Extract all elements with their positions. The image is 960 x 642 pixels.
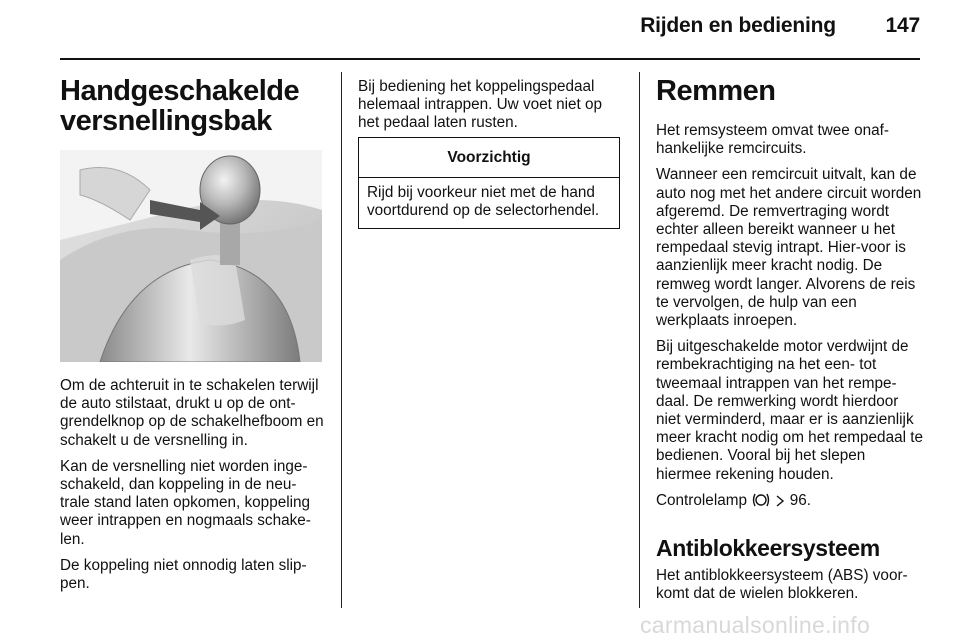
- section-heading-gearbox: [60, 76, 330, 136]
- caution-title: Voorzichtig: [359, 138, 619, 178]
- gear-shifter-photo: [60, 150, 322, 362]
- gearbox-paragraph-3: De koppeling niet onnodig laten slip-pen.: [60, 556, 307, 593]
- left-heading-block: [60, 76, 330, 136]
- middle-text-block: [358, 78, 626, 141]
- header-title: Rijden en bediening: [640, 14, 836, 37]
- column-divider-right: [639, 72, 640, 608]
- section-heading-abs: Antiblokkeersysteem: [656, 535, 880, 562]
- page-header: [0, 14, 920, 38]
- section-heading-brakes: Remmen: [656, 75, 776, 107]
- control-lamp-label: Controlelamp: [656, 491, 747, 509]
- gear-shifter-illustration: [60, 150, 322, 362]
- column-divider-left: [341, 72, 342, 608]
- watermark: carmanualsonline.info: [640, 612, 871, 638]
- gearbox-paragraph-2: Kan de versnelling niet worden inge-schakeld, dan koppeling in de neu-trale stand laten opkomen, koppeling weer intrappen en nogmaals schake-len.: [60, 457, 311, 548]
- brake-warning-icon: [751, 492, 771, 513]
- header-rule: [60, 58, 920, 60]
- control-lamp-line: [656, 492, 924, 513]
- clutch-paragraph: Bij bediening het koppelingspedaal helemaal intrappen. Uw voet niet op het pedaal laten rusten.: [358, 78, 603, 132]
- brakes-paragraph-2: Wanneer een remcircuit uitvalt, kan de auto nog met het andere circuit worden afgeremd. De remvertraging wordt echter alleen bereikt wanneer u het rempedaal stevig intrapt. Hier-voor is aanzienlijk meer kracht nodig. De remweg wordt langer. Alvorens de reis te vervolgen, de hulp van een werkplaats inroepen.: [656, 166, 922, 330]
- brakes-paragraph-1: Het remsysteem omvat twee onaf-hankelijke remcircuits.: [656, 122, 889, 158]
- heading-line-2: versnellingsbak: [60, 105, 272, 137]
- caution-box: [358, 137, 620, 229]
- brakes-paragraph-3: Bij uitgeschakelde motor verdwijnt de rembekrachtiging na het een- tot tweemaal intrappen van het rempe-daal. De remwerking wordt hierdoor niet verminderd, maar er is aanzienlijk meer kracht nodig om het rempedaal te bedienen. Vooral bij het slepen hiermee rekening houden.: [656, 338, 923, 483]
- heading-line-1: Handgeschakelde: [60, 75, 300, 107]
- left-text-block: [60, 377, 326, 601]
- control-lamp-page-ref: 96.: [789, 491, 811, 509]
- caution-text: Rijd bij voorkeur niet met de hand voortdurend op de selectorhendel.: [367, 184, 600, 220]
- right-text-block: [656, 76, 924, 611]
- abs-paragraph-1: Het antiblokkeersysteem (ABS) voor-komt dat de wielen blokkeren.: [656, 567, 908, 603]
- page-reference-icon: [775, 494, 785, 513]
- page-number: 147: [885, 14, 920, 37]
- gearbox-paragraph-1: Om de achteruit in te schakelen terwijl de auto stilstaat, drukt u op de ont-grendelknop op de schakelhefboom en schakelt u de versnelling in.: [60, 377, 324, 449]
